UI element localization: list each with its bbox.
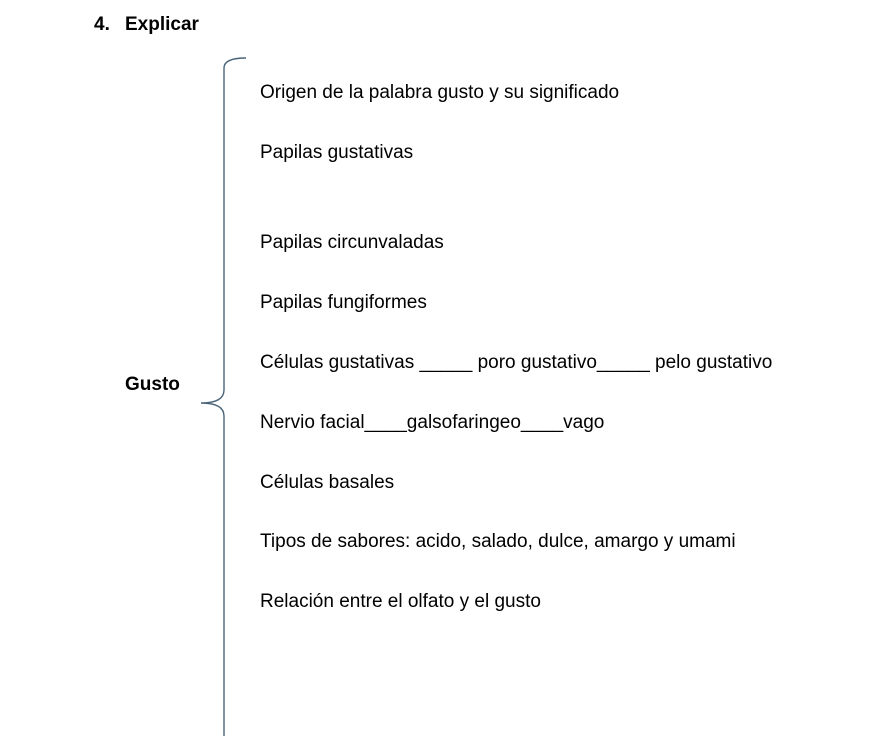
section-title: Explicar — [125, 14, 199, 35]
concept-list — [260, 0, 880, 736]
list-item: Nervio facial____galsofaringeo____vago — [260, 412, 605, 433]
curly-brace — [196, 52, 256, 736]
list-item: Papilas circunvaladas — [260, 232, 444, 253]
list-item: Relación entre el olfato y el gusto — [260, 591, 541, 612]
list-item: Papilas gustativas — [260, 142, 414, 163]
section-heading — [94, 14, 199, 36]
section-number: 4. — [94, 14, 110, 35]
topic-label: Gusto — [125, 374, 180, 395]
curly-brace-path — [201, 58, 246, 736]
list-item: Células gustativas _____ poro gustativo_____ pelo gustativo — [260, 352, 773, 373]
list-item: Tipos de sabores: acido, salado, dulce, amargo y umami — [260, 531, 736, 552]
list-item: Papilas fungiformes — [260, 292, 427, 313]
list-item: Células basales — [260, 472, 395, 493]
list-item: Origen de la palabra gusto y su significado — [260, 82, 620, 103]
